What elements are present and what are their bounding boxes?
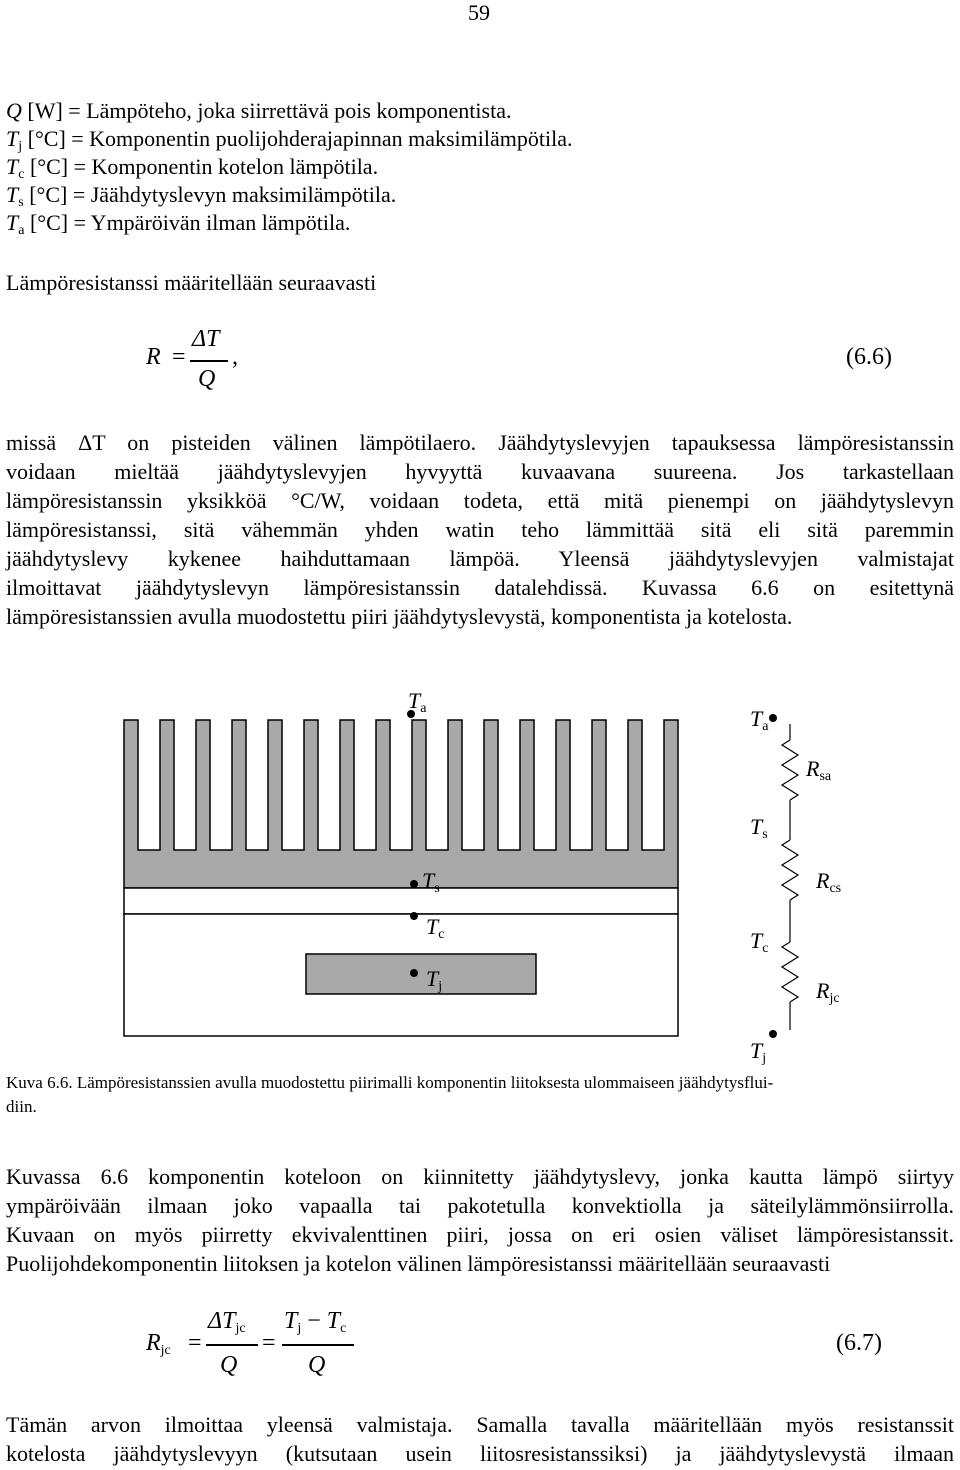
label-tj-structure: $T_j$ — [426, 966, 443, 994]
para1-line: lämpöresistanssien avulla muodostettu piiri jäähdytyslevystä, komponentista ja kotelosta. — [6, 604, 793, 629]
eq67-equals-2: = — [262, 1330, 276, 1356]
definition-ta: $T_a$ [°C] = Ympäröivän ilman lämpötila. — [6, 210, 351, 238]
eq67-equals-1: = — [188, 1330, 202, 1356]
definition-q: Q [W] = Lämpöteho, joka siirrettävä pois komponentista. — [6, 98, 512, 123]
eq67-num1: $\Delta T_{jc}$ — [208, 1308, 246, 1336]
eq67-lhs: $R_{jc}$ — [146, 1330, 171, 1358]
caption-line: diin. — [6, 1097, 37, 1116]
label-ta-structure: $T_a$ — [408, 688, 427, 716]
eq67-den1: Q — [220, 1352, 238, 1378]
para1-line: lämpöresistanssi, sitä vähemmän yhden watin teho lämmittää sitä eli sitä paremmin — [6, 517, 954, 542]
point-tj — [410, 969, 418, 977]
page-number: 59 — [468, 0, 490, 25]
eq67-num2: $T_j - T_c$ — [284, 1308, 347, 1336]
semiconductor-chip — [306, 954, 536, 994]
eq66-numerator: ΔT — [192, 326, 220, 352]
label-tc-circuit: $T_c$ — [750, 928, 769, 956]
para3-line: kotelosta jäähdytyslevyyn (kutsutaan usein liitosresistanssiksi) ja jäähdytyslevystä ilmaan — [6, 1441, 954, 1466]
label-rcs: $R_{cs}$ — [816, 868, 842, 896]
point-tc — [410, 912, 418, 920]
para1-line: missä ΔT on pisteiden välinen lämpötilaero. Jäähdytyslevyjen tapauksessa lämpöresistanssin — [6, 430, 954, 455]
para1-line: voidaan mieltää jäähdytyslevyjen hyvyyttä kuvaavana suureena. Jos tarkastellaan — [6, 459, 954, 484]
eq66-lhs: R — [146, 344, 161, 370]
eq66-denominator: Q — [198, 366, 216, 392]
point-ts — [410, 880, 418, 888]
para2-line: Puolijohdekomponentin liitoksen ja kotelon välinen lämpöresistanssi määritellään seuraavasti — [6, 1251, 831, 1276]
label-tj-circuit: $T_j$ — [750, 1038, 767, 1066]
heatsink-body — [124, 720, 678, 888]
para2-line: ympäröivään ilmaan joko vapaalla tai pakotetulla konvektiolla ja säteilylämmönsiirrolla. — [6, 1193, 954, 1218]
label-ta-circuit: $T_a$ — [750, 706, 769, 734]
definition-tc: $T_c$ [°C] = Komponentin kotelon lämpötila. — [6, 154, 379, 182]
node-ta — [769, 714, 777, 722]
resistor-rjc — [782, 942, 798, 1002]
eq67-fraction-bar-1 — [206, 1344, 258, 1346]
resistor-rcs — [782, 840, 798, 900]
label-rjc: $R_{jc}$ — [816, 978, 840, 1006]
eq66-equals: = — [172, 344, 186, 370]
para2-line: Kuvassa 6.6 komponentin koteloon on kiinnitetty jäähdytyslevy, jonka kautta lämpö siirtyy — [6, 1164, 954, 1189]
eq67-den2: Q — [308, 1352, 326, 1378]
para2-line: Kuvaan on myös piirretty ekvivalenttinen piiri, jossa on eri osien väliset lämpöresistanssit. — [6, 1222, 954, 1247]
para3-line: Tämän arvon ilmoittaa yleensä valmistaja. Samalla tavalla määritellään myös resistanssit — [6, 1412, 954, 1437]
eq66-fraction-bar — [190, 360, 228, 362]
eq67-fraction-bar-2 — [282, 1344, 354, 1346]
para1-line: ilmoittavat jäähdytyslevyn lämpöresistanssin datalehdissä. Kuvassa 6.6 on esitettynä — [6, 575, 954, 600]
eq67-label: (6.7) — [836, 1330, 882, 1356]
definition-ts: $T_s$ [°C] = Jäähdytyslevyn maksimilämpötila. — [6, 182, 397, 210]
label-ts-structure: $T_s$ — [422, 868, 440, 896]
para1-line: lämpöresistanssin yksikköä °C/W, voidaan todeta, että mitä pienempi on jäähdytyslevyn — [6, 488, 954, 513]
label-tc-structure: $T_c$ — [426, 914, 445, 942]
intro-line: Lämpöresistanssi määritellään seuraavasti — [6, 270, 377, 295]
thermal-interface-layer — [124, 888, 678, 914]
para1-line: jäähdytyslevy kykenee haihduttamaan lämpöä. Yleensä jäähdytyslevyjen valmistajat — [6, 546, 954, 571]
node-tj — [769, 1030, 777, 1038]
eq66-label: (6.6) — [846, 344, 892, 370]
resistor-rsa — [782, 740, 798, 800]
label-rsa: $R_{sa}$ — [806, 756, 832, 784]
eq66-comma: , — [232, 344, 238, 370]
label-ts-circuit: $T_s$ — [750, 814, 768, 842]
caption-line: Kuva 6.6. Lämpöresistanssien avulla muodostettu piirimalli komponentin liitoksesta ulommaiseen jäähdytysflui- — [6, 1073, 774, 1092]
definition-tj: $T_j$ [°C] = Komponentin puolijohderajapinnan maksimilämpötila. — [6, 126, 573, 154]
